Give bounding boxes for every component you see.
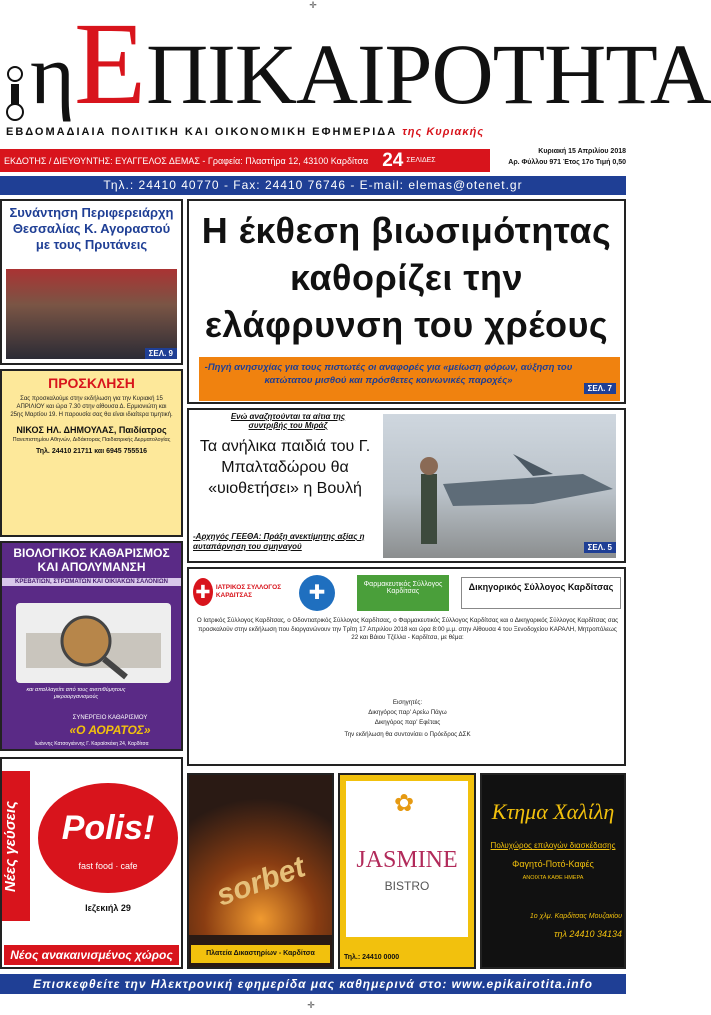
ktima-line-1: Πολυχώρος επιλογών διασκέδασης	[490, 841, 616, 850]
children-page-ref: ΣΕΛ. 5	[584, 542, 616, 553]
issue-number: Αρ. Φύλλου 971 Έτος 17ο Τιμή 0,50	[508, 159, 626, 166]
polis-side-text: Νέες γεύσεις	[2, 771, 30, 921]
children-kicker: Ενώ αναζητούνται τα αίτια της συντριβής του Μιράζ	[230, 412, 346, 430]
masthead-title	[30, 0, 711, 132]
issue-info	[494, 146, 626, 168]
invitation-body: Σας προσκαλούμε στην εκδήλωση για την Κυριακή 15 ΑΠΡΙΛΙΟΥ και ώρα 7.30 στην αίθουσα Δ. Ερμιονιώτη και 25ης Μαρτίου 19. Η παρουσία σας θα είναι ιδιαίτερα τιμητική.	[10, 396, 173, 418]
children-subtitle: -Αρχηγός ΓΕΕΘΑ: Πράξη ανεκτίμητης αξίας η αυταπάρνηση του σμηναγού	[193, 532, 365, 551]
medical-logo-1: ✚ ΙΑΤΡΙΚΟΣ ΣΥΛΛΟΓΟΣ ΚΑΡΔΙΤΣΑΣ	[193, 573, 289, 611]
invitation-signer-info: Πανεπιστημίου Αθηνών, Διδάκτορας Παιδιατρικής Δερματολογίας	[12, 437, 171, 443]
ktima-address: 1ο χλμ. Καρδίτσας Μουζακίου	[529, 913, 622, 920]
polis-sub: fast food ∙ cafe	[78, 861, 138, 871]
pilot-photo	[383, 414, 616, 558]
flower-icon: ✿	[394, 790, 415, 817]
polis-bottom: Νέος ανακαινισμένος χώρος	[4, 945, 179, 965]
newspaper-logo-icon	[2, 64, 28, 124]
invitation-ad	[0, 369, 183, 537]
publisher-info: ΕΚΔΟΤΗΣ / ΔΙΕΥΘΥΝΤΗΣ: ΕΥΑΓΓΕΛΟΣ ΔΕΜΑΣ - Γραφεία: Πλαστήρα 12, 43100 Καρδίτσα	[4, 155, 369, 166]
children-headline: Τα ανήλικα παιδιά του Γ. Μπαλταδώρου θα «υιοθετήσει» η Βουλή	[199, 438, 371, 497]
medical-speaker-2: Δικηγόρος παρ' Εφέταις	[374, 719, 441, 726]
meeting-story	[0, 199, 183, 365]
polis-ad	[0, 757, 183, 969]
cleaning-brand-label: ΣΥΝΕΡΓΕΙΟ ΚΑΘΑΡΙΣΜΟΥ	[72, 715, 148, 721]
meeting-photo	[6, 269, 177, 359]
contact-bar: Τηλ.: 24410 40770 - Fax: 24410 76746 - E-mail: elemas@otenet.gr	[0, 176, 626, 195]
ktima-ad	[480, 773, 626, 969]
cleaning-subtitle: ΚΡΕΒΑΤΙΩΝ, ΣΤΡΩΜΑΤΩΝ ΚΑΙ ΟΙΚΙΑΚΩΝ ΣΑΛΟΝΙΩΝ	[2, 578, 181, 586]
sorbet-logo: sorbet	[212, 850, 310, 913]
pages-count: 24	[382, 149, 404, 171]
registration-mark-top: ✛	[309, 0, 317, 10]
medical-speakers-label: Εισηγητές:	[392, 699, 423, 706]
invitation-title: ΠΡΟΣΚΛΗΣΗ	[48, 375, 135, 391]
invitation-signer: ΝΙΚΟΣ ΗΛ. ΔΗΜΟΥΛΑΣ, Παιδίατρος	[16, 425, 167, 435]
meeting-page-ref: ΣΕΛ. 9	[145, 348, 177, 359]
medical-speaker-1: Δικηγόρος παρ' Αρείω Πάγω	[368, 709, 447, 716]
lead-headline: Η έκθεση βιωσιμότητας καθορίζει την ελάφρυνση του χρέους	[201, 210, 612, 345]
jasmine-brand: JASMINE	[356, 847, 458, 873]
polis-address: Ιεζεκιήλ 29	[85, 903, 131, 913]
lead-page-ref: ΣΕΛ. 7	[584, 383, 616, 394]
polis-brand: Polis!	[61, 809, 155, 847]
medical-event-ad	[187, 567, 626, 766]
dental-logo-icon: ✚	[299, 575, 335, 611]
website-footer: Επισκεφθείτε την Ηλεκτρονική εφημερίδα μας καθημερινά στο: www.epikairotita.info	[0, 974, 626, 994]
ktima-phone: τηλ 24410 34134	[554, 929, 622, 939]
masthead-big-letter: Ε	[73, 0, 147, 129]
meeting-headline: Συνάντηση Περιφερειάρχη Θεσσαλίας Κ. Αγοραστού με τους Πρυτάνεις	[9, 205, 174, 252]
medical-chair: Την εκδήλωση θα συντονίσει ο Πρόεδρος ΔΣΚ	[344, 731, 471, 738]
sorbet-address: Πλατεία Δικαστηρίων - Καρδίτσα	[191, 945, 330, 963]
medical-logo-2: Φαρμακευτικός Σύλλογος Καρδίτσας	[357, 575, 449, 611]
cleaning-title: ΒΙΟΛΟΓΙΚΟΣ ΚΑΘΑΡΙΣΜΟΣ ΚΑΙ ΑΠΟΛΥΜΑΝΣΗ	[13, 546, 170, 574]
jasmine-sub: BISTRO	[384, 879, 430, 893]
cleaning-ad	[0, 541, 183, 751]
jet-icon	[383, 414, 616, 558]
issue-date: Κυριακή 15 Απριλίου 2018	[538, 148, 626, 155]
pages-label: ΣΕΛΙΔΕΣ	[406, 157, 436, 164]
masthead-prefix: η	[30, 26, 74, 122]
sorbet-ad	[187, 773, 334, 969]
tagline-sunday: της Κυριακής	[402, 126, 485, 138]
ktima-title: Κτημα Χαλίλη	[491, 799, 615, 824]
medical-logo-3: Δικηγορικός Σύλλογος Καρδίτσας	[461, 577, 621, 609]
publisher-bar	[0, 149, 490, 172]
registration-mark-bottom: ✛	[307, 1000, 315, 1010]
cleaning-note: και απαλλαγείτε από τους ανεπιθύμητους μικροοργανισμούς	[26, 687, 126, 700]
masthead-rest: ΠΙΚΑΙΡΟΤΗΤΑ	[146, 26, 711, 122]
masthead-tagline: ΕΒΔΟΜΑΔΙΑΙΑ ΠΟΛΙΤΙΚΗ ΚΑΙ ΟΙΚΟΝΟΜΙΚΗ ΕΦΗΜΕΡΙΔΑ της Κυριακής	[6, 126, 485, 138]
ktima-line-3: ΑΝΟΙΧΤΑ ΚΑΘΕ ΗΜΕΡΑ	[522, 875, 584, 881]
medical-body: Ο Ιατρικός Σύλλογος Καρδίτσας, ο Οδοντιατρικός Σύλλογος Καρδίτσας, ο Φαρμακευτικός Σύλλογος Καρδίτσας και ο Δικηγορικός Σύλλογος Καρδίτσας σας προσκαλούν στην εκδήλωση που διοργανώνουν την Τρίτη 17 Απριλίου 2018 και ώρα 8:00 μ.μ. στην Αίθουσα 4 του Ξενοδοχείου ΚΑΡΑΛΗ, Μητροπόλεως 22 και Βάιου Τζέλλα - Καρδίτσα, με θέμα:	[196, 617, 619, 641]
children-story	[187, 408, 626, 563]
medical-cross-icon: ✚	[193, 578, 213, 606]
magnifier-icon	[16, 603, 171, 683]
cleaning-brand: «Ο ΑΟΡΑΤΟΣ»	[69, 723, 151, 737]
cleaning-address: Ιωάννης Κατσογιάννης Γ. Καραϊσκάκη 24, Καρδίτσα	[34, 741, 149, 747]
jasmine-phone: Τηλ.: 24410 0000	[344, 954, 400, 961]
invitation-phone: Τηλ. 24410 21711 και 6945 755516	[36, 448, 147, 455]
lead-story	[187, 199, 626, 404]
lead-subtitle: -Πηγή ανησυχίας για τους πιστωτές οι αναφορές για «μείωση φόρων, αύξηση του κατώτατου μισθού και πρόσθετες κοινωνικές παροχές»	[199, 357, 620, 401]
jasmine-ad	[338, 773, 476, 969]
ktima-line-2: Φαγητό-Ποτό-Καφές	[512, 859, 594, 869]
